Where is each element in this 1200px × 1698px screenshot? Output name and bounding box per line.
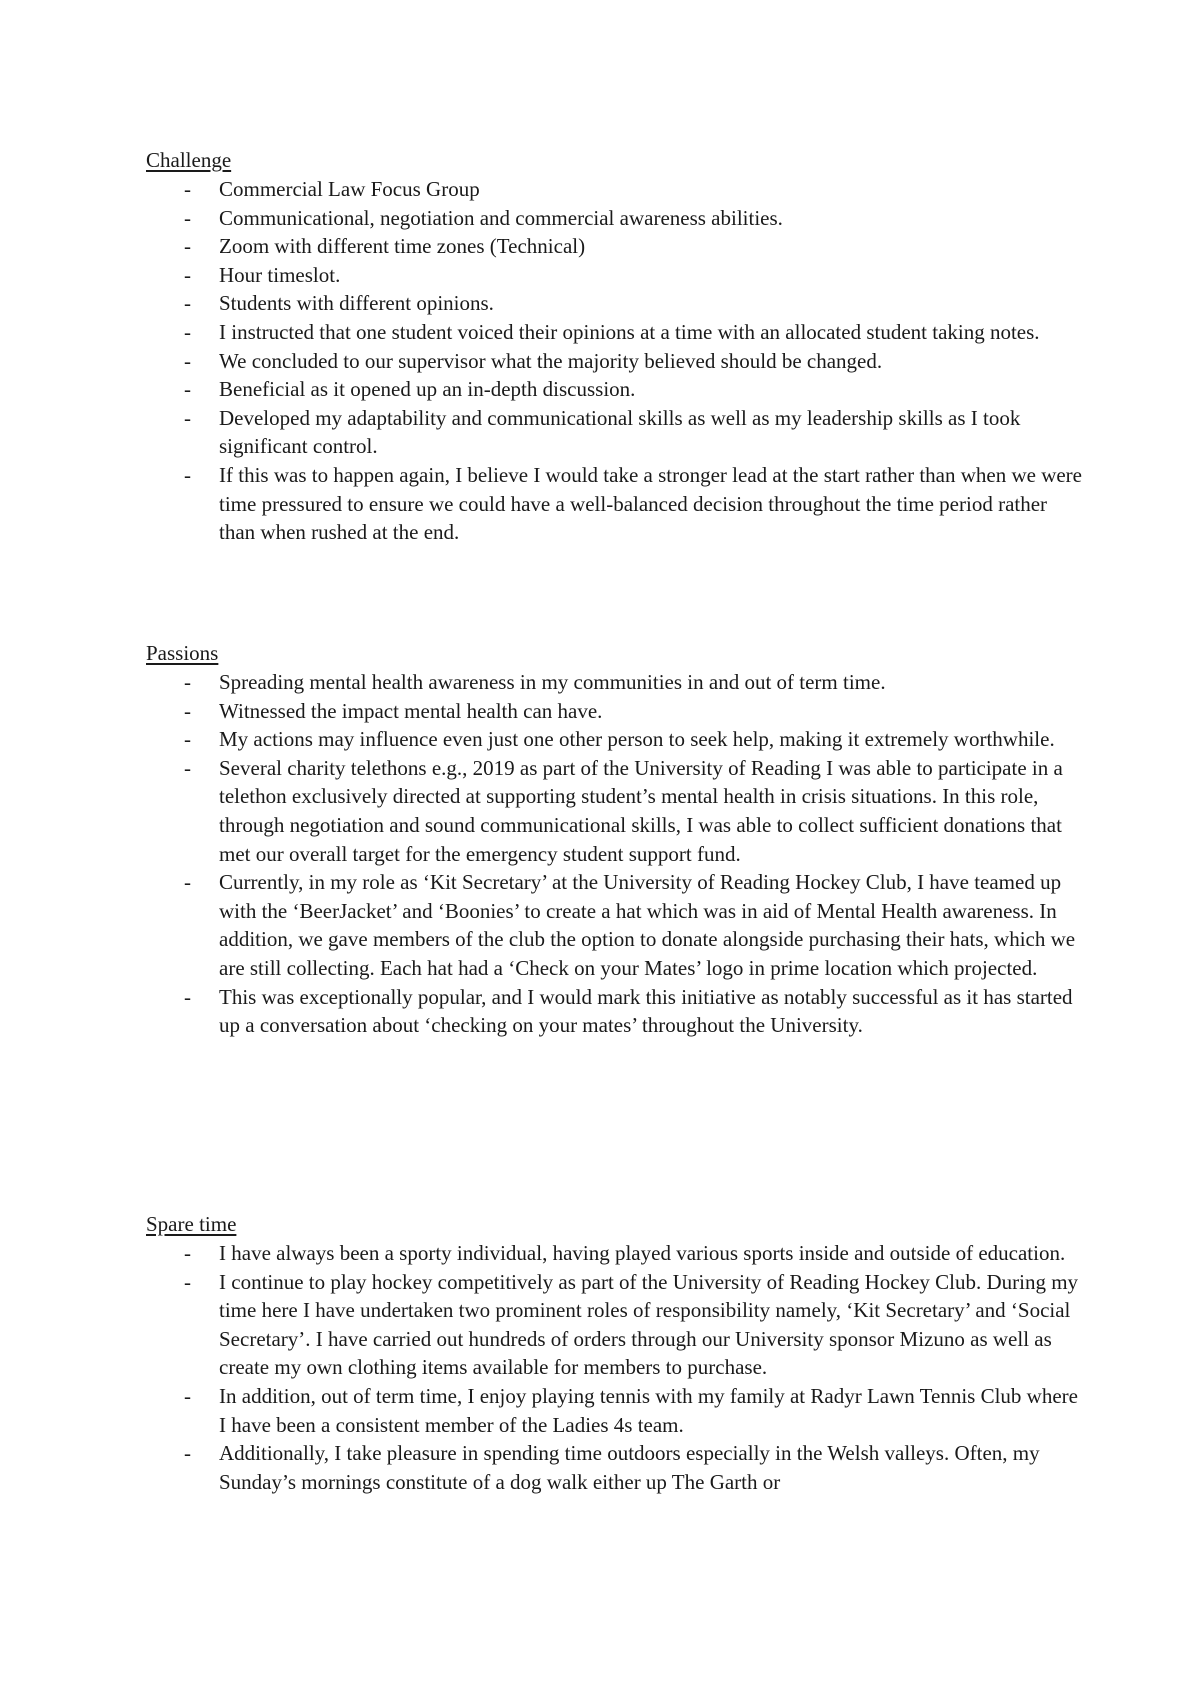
list-item-text: I instructed that one student voiced their opinions at a time with an allocated student taking notes. — [219, 319, 1040, 344]
list-item — [146, 404, 1086, 461]
list-item — [146, 347, 1086, 376]
list-item — [146, 204, 1086, 233]
list-item-text: I have always been a sporty individual, having played various sports inside and outside of education. — [219, 1241, 1066, 1265]
list-item — [146, 232, 1086, 261]
list-item-text: Commercial Law Focus Group — [219, 177, 480, 201]
list-item-text: Currently, in my role as ‘Kit Secretary’ at the University of Reading Hockey Club, I have teamed up with the ‘BeerJacket’ and ‘Boonies’ to create a hat which was in aid of Mental Health awareness. In addition, we gave members of the club the option to donate alongside purchasing their hats, which we are still collecting. Each hat had a ‘Check on your Mates’ logo in prime location which projected. — [219, 870, 1076, 980]
list-item-text: We concluded to our supervisor what the majority believed should be changed. — [219, 348, 883, 373]
list-item-text: Hour timeslot. — [219, 262, 341, 287]
dash-bullet: - — [184, 348, 191, 373]
dash-bullet: - — [184, 462, 191, 487]
list-item — [146, 318, 1086, 347]
list-item — [146, 668, 1086, 697]
bullet-list-challenge — [146, 175, 1086, 547]
list-item — [146, 725, 1086, 754]
list-item — [146, 175, 1086, 204]
dash-bullet: - — [184, 234, 191, 259]
list-item — [146, 868, 1086, 982]
bullet-list-passions — [146, 668, 1086, 1040]
list-item-text: Spreading mental health awareness in my communities in and out of term time. — [219, 670, 886, 694]
list-item — [146, 1382, 1086, 1439]
dash-bullet: - — [184, 1383, 191, 1408]
list-item-text: My actions may influence even just one other person to seek help, making it extremely worthwhile. — [219, 727, 1055, 752]
section-heading-passions: Passions — [146, 641, 219, 665]
dash-bullet: - — [184, 698, 191, 723]
dash-bullet: - — [184, 205, 191, 230]
dash-bullet: - — [184, 1269, 191, 1294]
list-item-text: Zoom with different time zones (Technical) — [219, 234, 586, 259]
dash-bullet: - — [184, 262, 191, 287]
bullet-list-spare-time — [146, 1239, 1086, 1496]
list-item-text: If this was to happen again, I believe I would take a stronger lead at the start rather than when we were time pressured to ensure we could have a well-balanced decision throughout the time period rather than when rushed at the end. — [219, 462, 1082, 545]
dash-bullet: - — [184, 1241, 191, 1265]
dash-bullet: - — [184, 755, 191, 780]
list-item-text: Additionally, I take pleasure in spending time outdoors especially in the Welsh valleys. Often, my Sunday’s mornings constitute of a dog walk either up The Garth or — [219, 1441, 1040, 1494]
list-item — [146, 1268, 1086, 1382]
dash-bullet: - — [184, 177, 191, 201]
section-heading-spare-time: Spare time — [146, 1212, 237, 1236]
list-item-text: Students with different opinions. — [219, 291, 494, 316]
list-item — [146, 754, 1086, 868]
list-item-text: I continue to play hockey competitively as part of the University of Reading Hockey Club. During my time here I have undertaken two prominent roles of responsibility namely, ‘Kit Secretary’ and ‘Social Secretary’. I have carried out hundreds of orders through our University sponsor Mizuno as well as create my own clothing items available for members to purchase. — [219, 1269, 1079, 1380]
list-item — [146, 1239, 1086, 1268]
list-item — [146, 983, 1086, 1040]
list-item — [146, 1439, 1086, 1496]
list-item-text: Developed my adaptability and communicational skills as well as my leadership skills as I took significant control. — [219, 405, 1021, 459]
list-item-text: Beneficial as it opened up an in-depth discussion. — [219, 377, 636, 402]
dash-bullet: - — [184, 377, 191, 402]
dash-bullet: - — [184, 670, 191, 694]
dash-bullet: - — [184, 1441, 191, 1466]
list-item — [146, 697, 1086, 726]
dash-bullet: - — [184, 870, 191, 895]
dash-bullet: - — [184, 291, 191, 316]
list-item-text: Several charity telethons e.g., 2019 as part of the University of Reading I was able to participate in a telethon exclusively directed at supporting student’s mental health in crisis situations. In this role, through negotiation and sound communicational skills, I was able to collect sufficient donations that met our overall target for the emergency student support fund. — [219, 755, 1063, 866]
list-item — [146, 289, 1086, 318]
dash-bullet: - — [184, 727, 191, 752]
list-item-text: This was exceptionally popular, and I would mark this initiative as notably successful as it has started up a conversation about ‘checking on your mates’ throughout the University. — [219, 984, 1073, 1038]
list-item-text: In addition, out of term time, I enjoy playing tennis with my family at Radyr Lawn Tennis Club where I have been a consistent member of the Ladies 4s team. — [219, 1383, 1078, 1437]
dash-bullet: - — [184, 405, 191, 430]
section-spare-time — [146, 1210, 1086, 1496]
list-item — [146, 375, 1086, 404]
list-item — [146, 261, 1086, 290]
list-item — [146, 461, 1086, 547]
list-item-text: Witnessed the impact mental health can have. — [219, 698, 603, 723]
section-heading-challenge: Challenge — [146, 148, 232, 172]
dash-bullet: - — [184, 984, 191, 1009]
section-challenge — [146, 146, 1086, 547]
dash-bullet: - — [184, 319, 191, 344]
list-item-text: Communicational, negotiation and commercial awareness abilities. — [219, 205, 783, 230]
section-passions — [146, 639, 1086, 1040]
